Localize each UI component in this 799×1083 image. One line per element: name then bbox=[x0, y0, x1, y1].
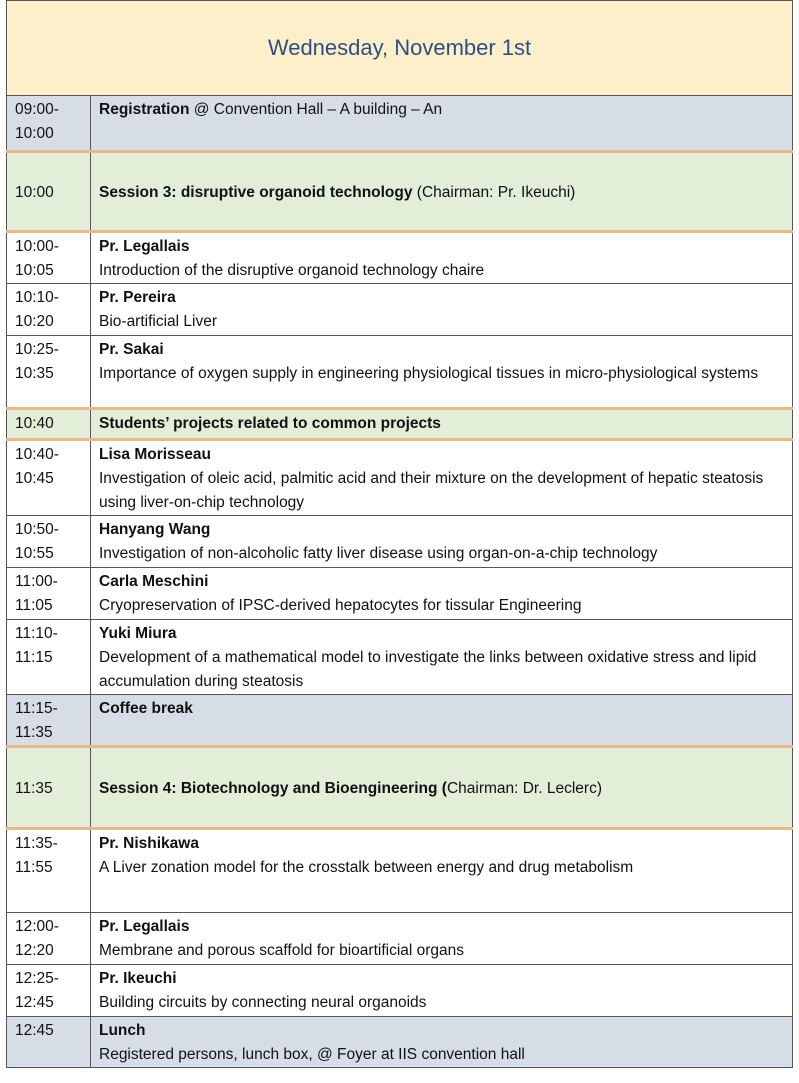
event-cell bbox=[91, 96, 793, 152]
schedule-row bbox=[7, 965, 793, 1017]
schedule-row bbox=[7, 96, 793, 152]
event-cell bbox=[91, 152, 793, 232]
event-title: Students’ projects related to common projects bbox=[99, 415, 441, 432]
event-cell bbox=[91, 568, 793, 620]
time-cell: 12:45 bbox=[7, 1017, 91, 1068]
event-cell bbox=[91, 747, 793, 829]
event-title: Pr. Nishikawa bbox=[99, 835, 199, 852]
schedule-row bbox=[7, 516, 793, 568]
time-cell: 12:00- 12:20 bbox=[7, 913, 91, 965]
event-description: Membrane and porous scaffold for bioartificial organs bbox=[99, 942, 465, 959]
event-description: Development of a mathematical model to investigate the links between oxidative stress and lipid accumulation during steatosis bbox=[99, 649, 757, 690]
schedule-row bbox=[7, 232, 793, 284]
event-cell bbox=[91, 913, 793, 965]
event-title: Pr. Legallais bbox=[99, 238, 190, 255]
event-description: Registered persons, lunch box, @ Foyer at IIS convention hall bbox=[99, 1046, 525, 1063]
event-cell bbox=[91, 336, 793, 409]
event-title: Pr. Legallais bbox=[99, 918, 190, 935]
event-title: Hanyang Wang bbox=[99, 521, 211, 538]
event-cell bbox=[91, 965, 793, 1017]
event-title: Registration bbox=[99, 101, 190, 118]
event-description: Introduction of the disruptive organoid technology chaire bbox=[99, 262, 485, 279]
event-title: Pr. Pereira bbox=[99, 289, 176, 306]
event-title: Session 4: Biotechnology and Bioengineering ( bbox=[99, 779, 447, 797]
schedule-row bbox=[7, 913, 793, 965]
event-detail: (Chairman: Pr. Ikeuchi) bbox=[412, 183, 576, 201]
schedule-row bbox=[7, 152, 793, 232]
event-description: Cryopreservation of IPSC-derived hepatocytes for tissular Engineering bbox=[99, 597, 582, 614]
event-title: Session 3: disruptive organoid technology bbox=[99, 183, 413, 201]
schedule-row bbox=[7, 695, 793, 747]
schedule-table bbox=[6, 95, 793, 1068]
time-cell: 09:00- 10:00 bbox=[7, 96, 91, 152]
event-cell bbox=[91, 284, 793, 336]
time-cell: 10:00- 10:05 bbox=[7, 232, 91, 284]
event-cell bbox=[91, 232, 793, 284]
schedule-row bbox=[7, 336, 793, 409]
schedule-row bbox=[7, 829, 793, 913]
event-description: Importance of oxygen supply in engineering physiological tissues in micro-physiological systems bbox=[99, 365, 759, 382]
event-description: Investigation of non-alcoholic fatty liver disease using organ-on-a-chip technology bbox=[99, 545, 658, 562]
event-description: Building circuits by connecting neural organoids bbox=[99, 994, 427, 1011]
time-cell: 10:00 bbox=[7, 152, 91, 232]
time-cell: 10:40- 10:45 bbox=[7, 440, 91, 516]
event-cell bbox=[91, 829, 793, 913]
event-title: Carla Meschini bbox=[99, 573, 209, 590]
schedule-row bbox=[7, 620, 793, 695]
event-detail: @ Convention Hall – A building – An bbox=[189, 101, 443, 118]
schedule-page bbox=[6, 0, 793, 1079]
schedule-row bbox=[7, 1017, 793, 1068]
event-title: Pr. Sakai bbox=[99, 341, 164, 358]
time-cell: 11:35 bbox=[7, 747, 91, 829]
event-title: Yuki Miura bbox=[99, 625, 177, 642]
time-cell: 12:25- 12:45 bbox=[7, 965, 91, 1017]
event-description: Investigation of oleic acid, palmitic acid and their mixture on the development of hepatic steatosis using liver-on-chip technology bbox=[99, 470, 764, 511]
event-description: Bio-artificial Liver bbox=[99, 313, 218, 330]
event-description: A Liver zonation model for the crosstalk between energy and drug metabolism bbox=[99, 859, 634, 876]
schedule-row bbox=[7, 409, 793, 440]
event-title: Lunch bbox=[99, 1022, 146, 1039]
time-cell: 11:15- 11:35 bbox=[7, 695, 91, 747]
page-title: Wednesday, November 1st bbox=[267, 35, 532, 60]
time-cell: 11:10- 11:15 bbox=[7, 620, 91, 695]
event-cell bbox=[91, 620, 793, 695]
event-cell bbox=[91, 409, 793, 440]
event-cell bbox=[91, 516, 793, 568]
schedule-row bbox=[7, 440, 793, 516]
time-cell: 10:10- 10:20 bbox=[7, 284, 91, 336]
event-cell bbox=[91, 695, 793, 747]
schedule-row bbox=[7, 747, 793, 829]
event-detail: Chairman: Dr. Leclerc) bbox=[446, 779, 602, 797]
schedule-row bbox=[7, 284, 793, 336]
time-cell: 10:40 bbox=[7, 409, 91, 440]
event-title: Lisa Morisseau bbox=[99, 446, 211, 463]
event-title: Pr. Ikeuchi bbox=[99, 970, 177, 987]
time-cell: 10:50- 10:55 bbox=[7, 516, 91, 568]
schedule-row bbox=[7, 568, 793, 620]
time-cell: 11:35- 11:55 bbox=[7, 829, 91, 913]
event-cell bbox=[91, 440, 793, 516]
schedule-header bbox=[6, 0, 793, 95]
time-cell: 10:25- 10:35 bbox=[7, 336, 91, 409]
event-title: Coffee break bbox=[99, 700, 193, 717]
time-cell: 11:00- 11:05 bbox=[7, 568, 91, 620]
event-cell bbox=[91, 1017, 793, 1068]
